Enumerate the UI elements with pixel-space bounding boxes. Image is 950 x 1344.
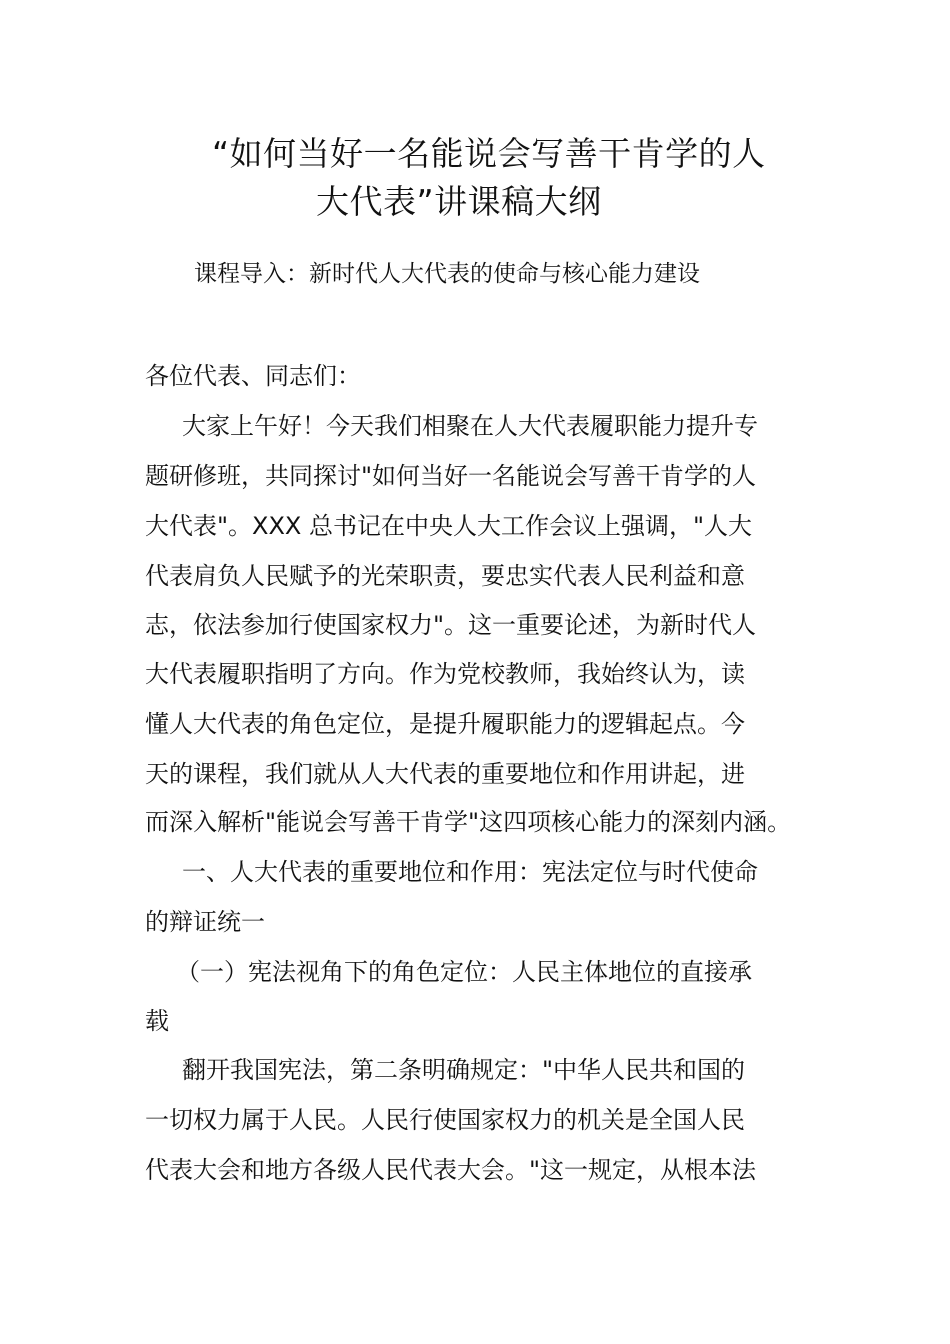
- paragraph-line: 大代表履职指明了方向。作为党校教师，我始终认为，读: [145, 660, 745, 688]
- paragraph-line: 代表肩负人民赋予的光荣职责，要忠实代表人民利益和意: [145, 562, 745, 590]
- paragraph-line: 而深入解析"能说会写善干肯学"这四项核心能力的深刻内涵。: [145, 808, 792, 836]
- paragraph-line: 懂人大代表的角色定位，是提升履职能力的逻辑起点。今: [145, 710, 745, 738]
- subsection-heading: （一）宪法视角下的角色定位：人民主体地位的直接承: [176, 958, 752, 986]
- salutation: 各位代表、同志们：: [145, 362, 361, 390]
- paragraph-line: 翻开我国宪法，第二条明确规定："中华人民共和国的: [182, 1056, 746, 1084]
- paragraph-line: 题研修班，共同探讨"如何当好一名能说会写善干肯学的人: [145, 462, 757, 490]
- section-heading: 一、人大代表的重要地位和作用：宪法定位与时代使命: [182, 858, 758, 886]
- document-title-line-2: 大代表”讲课稿大纲: [316, 182, 602, 221]
- paragraph-line: 大家上午好！今天我们相聚在人大代表履职能力提升专: [182, 412, 758, 440]
- paragraph-line: 代表大会和地方各级人民代表大会。"这一规定，从根本法: [145, 1156, 757, 1184]
- paragraph-line: 大代表"。XXX 总书记在中央人大工作会议上强调，"人大: [145, 512, 753, 540]
- subsection-heading-continued: 载: [145, 1007, 169, 1035]
- section-heading-continued: 的辩证统一: [145, 908, 265, 936]
- document-title-line-1: “如何当好一名能说会写善干肯学的人: [212, 134, 766, 173]
- paragraph-line: 天的课程，我们就从人大代表的重要地位和作用讲起，进: [145, 760, 745, 788]
- paragraph-line: 一切权力属于人民。人民行使国家权力的机关是全国人民: [145, 1106, 745, 1134]
- paragraph-line: 志，依法参加行使国家权力"。这一重要论述，为新时代人: [145, 611, 757, 639]
- document-subtitle: 课程导入：新时代人大代表的使命与核心能力建设: [194, 261, 700, 287]
